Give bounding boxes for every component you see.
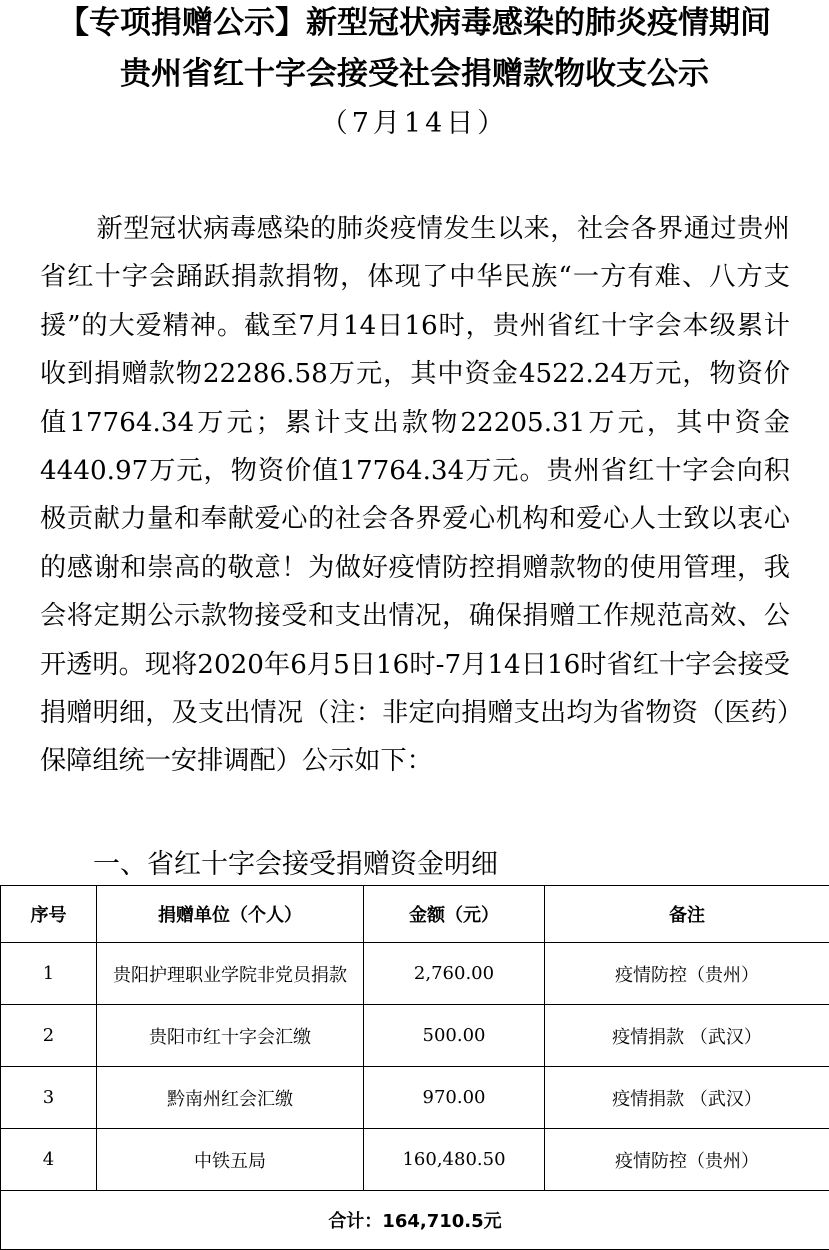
title-line-1: 【专项捐赠公示】新型冠状病毒感染的肺炎疫情期间 <box>0 3 829 43</box>
total-amount: 合计：164,710.5元 <box>1 1191 829 1250</box>
header-donor: 捐赠单位（个人） <box>97 886 364 943</box>
date-line: （7月14日） <box>0 104 829 144</box>
table-row <box>1 1067 829 1129</box>
row-donor: 中铁五局 <box>97 1129 364 1191</box>
row-note: 疫情防控（贵州） <box>545 943 829 1005</box>
title-line-2: 贵州省红十字会接受社会捐赠款物收支公示 <box>0 54 829 94</box>
header-note: 备注 <box>545 886 829 943</box>
table-row <box>1 1129 829 1191</box>
row-no: 4 <box>1 1129 97 1191</box>
row-donor: 贵阳护理职业学院非党员捐款 <box>97 943 364 1005</box>
table-header-row <box>1 886 829 943</box>
donation-table <box>0 885 829 1250</box>
table-total-row <box>1 1191 829 1250</box>
row-note: 疫情防控（贵州） <box>545 1129 829 1191</box>
row-amount: 160,480.50 <box>364 1129 545 1191</box>
announcement-paragraph <box>40 205 790 786</box>
row-donor: 黔南州红会汇缴 <box>97 1067 364 1129</box>
row-donor: 贵阳市红十字会汇缴 <box>97 1005 364 1067</box>
table-row <box>1 943 829 1005</box>
row-no: 3 <box>1 1067 97 1129</box>
row-amount: 2,760.00 <box>364 943 545 1005</box>
row-note: 疫情捐款 （武汉） <box>545 1005 829 1067</box>
row-amount: 970.00 <box>364 1067 545 1129</box>
row-amount: 500.00 <box>364 1005 545 1067</box>
header-amount: 金额（元） <box>364 886 545 943</box>
paragraph-text: 新型冠状病毒感染的肺炎疫情发生以来，社会各界通过贵州省红十字会踊跃捐款捐物，体现了中华民族“一方有难、八方支援”的大爱精神。截至7月14日16时，贵州省红十字会本级累计收到捐赠款物22286.58万元，其中资金4522.24万元，物资价值17764.34万元；累计支出款物22205.31万元，其中资金4440.97万元，物资价值17764.34万元。贵州省红十字会向积极贡献力量和奉献爱心的社会各界爱心机构和爱心人士致以衷心的感谢和崇高的敬意！为做好疫情防控捐赠款物的使用管理，我会将定期公示款物接受和支出情况，确保捐赠工作规范高效、公开透明。现将2020年6月5日16时-7月14日16时省红十字会接受捐赠明细，及支出情况（注：非定向捐赠支出均为省物资（医药）保障组统一安排调配）公示如下： <box>40 214 790 776</box>
row-no: 2 <box>1 1005 97 1067</box>
table-row <box>1 1005 829 1067</box>
header-no: 序号 <box>1 886 97 943</box>
row-no: 1 <box>1 943 97 1005</box>
section-heading: 一、省红十字会接受捐赠资金明细 <box>93 845 498 885</box>
row-note: 疫情捐款 （武汉） <box>545 1067 829 1129</box>
